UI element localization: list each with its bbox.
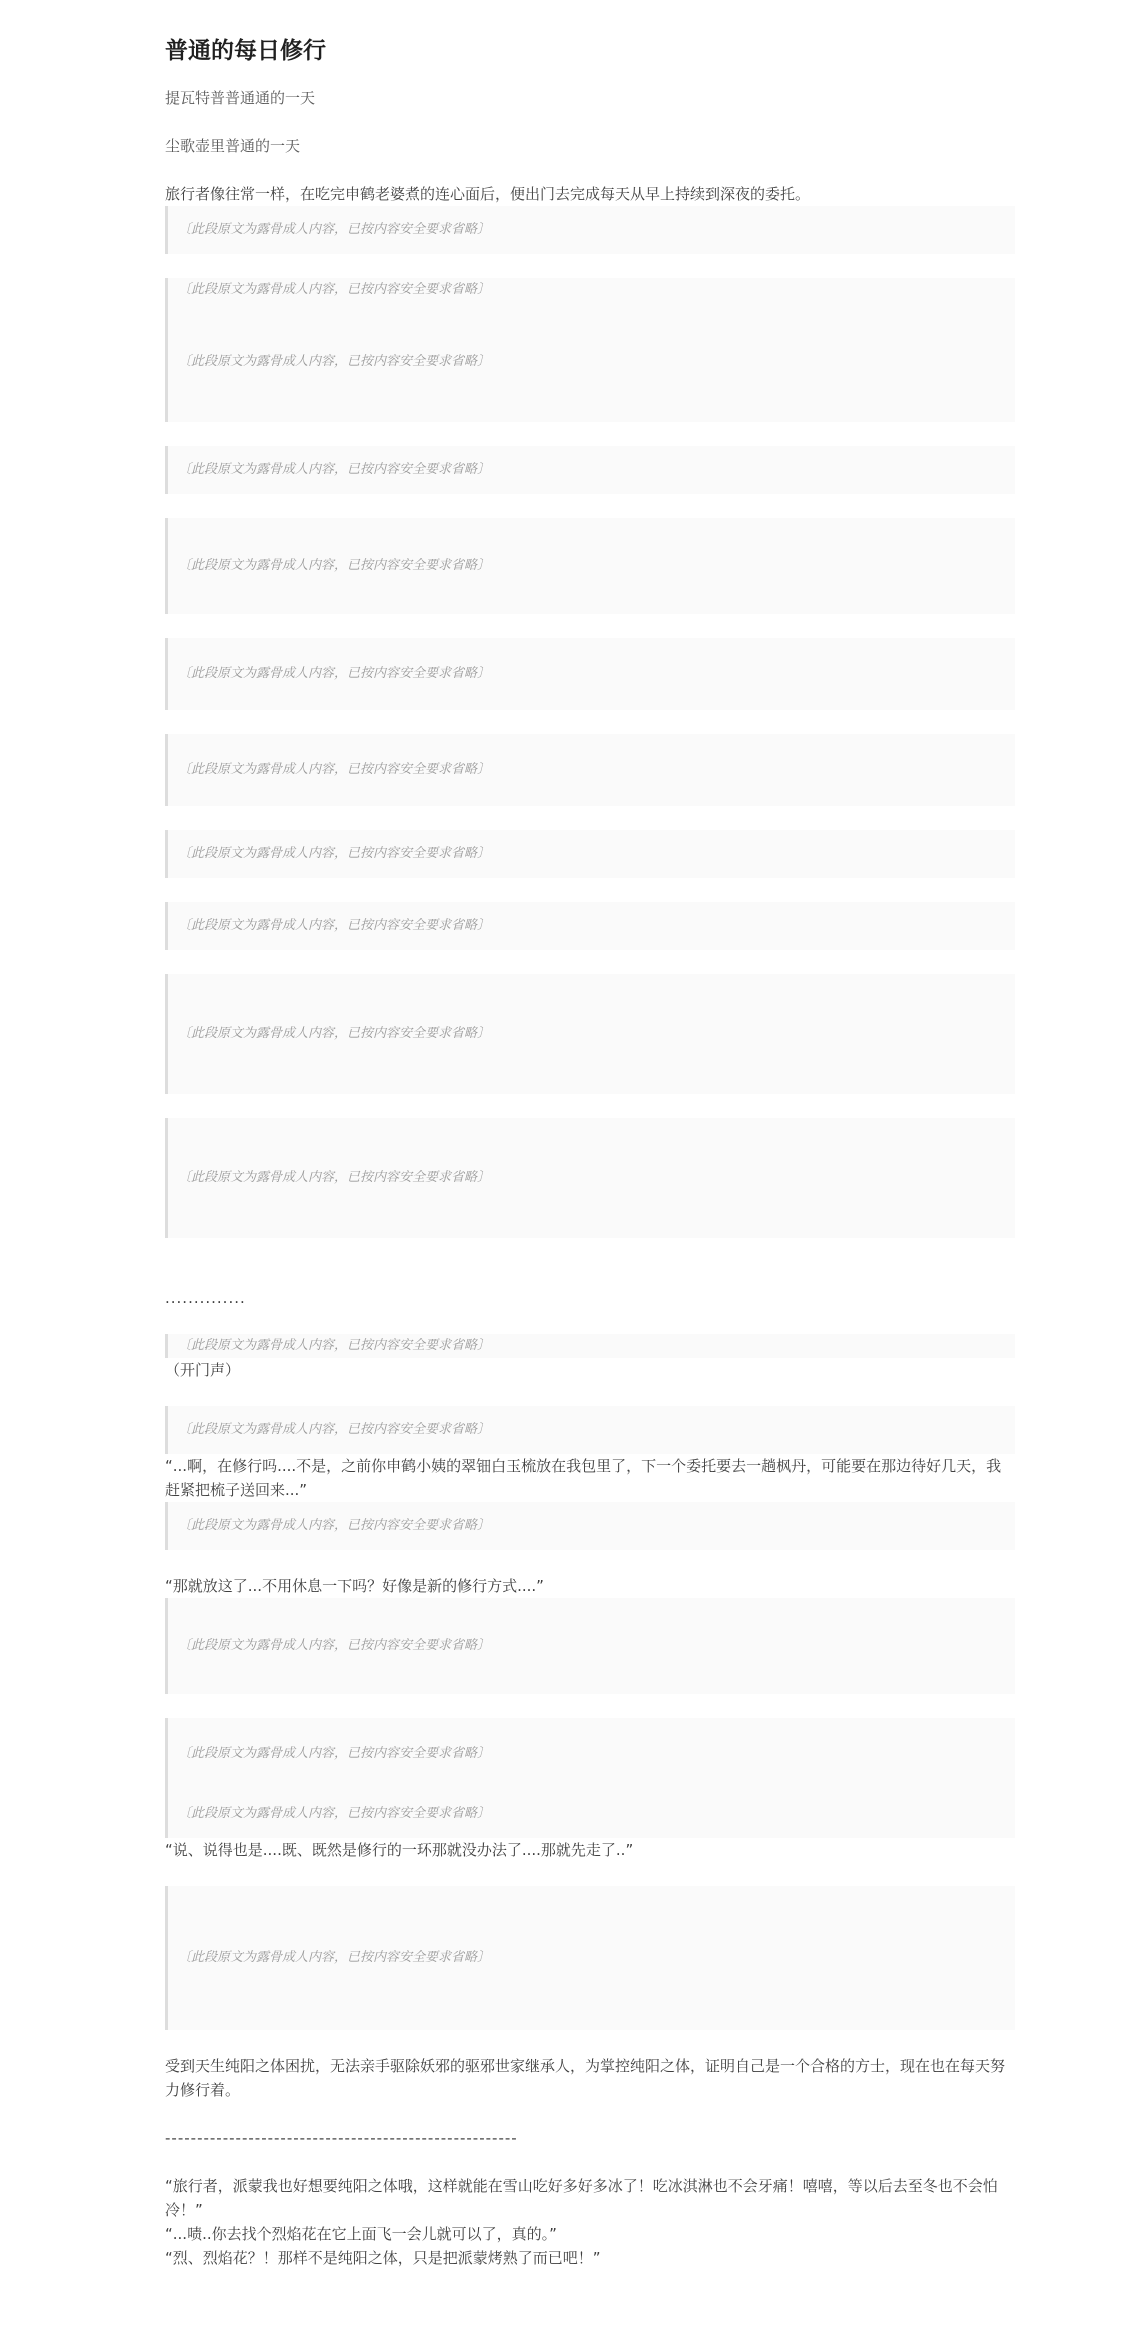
spacer [165,1382,1021,1406]
spacer [165,2030,1021,2054]
redacted-block: 〔此段原文为露骨成人内容，已按内容安全要求省略〕 [165,1118,1015,1238]
spacer [165,254,1021,278]
paragraph: 受到天生纯阳之体困扰，无法亲手驱除妖邪的驱邪世家继承人，为掌控纯阳之体，证明自己是一个合格的方士，现在也在每天努力修行着。 [165,2057,1006,2099]
spacer [165,1862,1021,1886]
spacer [165,158,1021,182]
paragraph: “旅行者，派蒙我也好想要纯阳之体哦，这样就能在雪山吃好多好多冰了！吃冰淇淋也不会牙痛！嘻嘻，等以后去至冬也不会怕冷！” [165,2177,998,2219]
redacted-block: 〔此段原文为露骨成人内容，已按内容安全要求省略〕 [165,974,1015,1094]
redacted-block: 〔此段原文为露骨成人内容，已按内容安全要求省略〕 [165,206,1015,254]
paragraph: “...啧..你去找个烈焰花在它上面飞一会儿就可以了，真的。” [165,2225,557,2243]
ellipsis-line: .............. [165,1289,246,1307]
redacted-block: 〔此段原文为露骨成人内容，已按内容安全要求省略〕 [165,1406,1015,1454]
redacted-block: 〔此段原文为露骨成人内容，已按内容安全要求省略〕 [165,1718,1015,1790]
paragraph: “...啊，在修行吗....不是，之前你申鹤小姨的翠钿白玉梳放在我包里了，下一个委托要去一趟枫丹，可能要在那边待好几天，我赶紧把梳子送回来...” [165,1457,1002,1499]
spacer [165,614,1021,638]
redacted-block: 〔此段原文为露骨成人内容，已按内容安全要求省略〕 [165,1502,1015,1550]
paragraph: “烈、烈焰花？！那样不是纯阳之体，只是把派蒙烤熟了而已吧！” [165,2249,601,2267]
spacer [165,806,1021,830]
spacer [165,110,1021,134]
redacted-block: 〔此段原文为露骨成人内容，已按内容安全要求省略〕 [165,302,1015,422]
redacted-block: 〔此段原文为露骨成人内容，已按内容安全要求省略〕 [165,830,1015,878]
spacer [165,1694,1021,1718]
spacer [165,2102,1021,2126]
spacer [165,494,1021,518]
spacer [165,950,1021,974]
spacer [165,2150,1021,2174]
redacted-block: 〔此段原文为露骨成人内容，已按内容安全要求省略〕 [165,734,1015,806]
redacted-block: 〔此段原文为露骨成人内容，已按内容安全要求省略〕 [165,1334,1015,1358]
redacted-block: 〔此段原文为露骨成人内容，已按内容安全要求省略〕 [165,446,1015,494]
spacer [165,710,1021,734]
paragraph: （开门声） [165,1361,241,1379]
paragraph: “那就放这了...不用休息一下吗？好像是新的修行方式....” [165,1577,544,1595]
spacer [165,422,1021,446]
redacted-block: 〔此段原文为露骨成人内容，已按内容安全要求省略〕 [165,518,1015,614]
spacer [165,1262,1021,1286]
spacer [165,1238,1021,1262]
spacer [165,878,1021,902]
spacer [165,1550,1021,1574]
redacted-block: 〔此段原文为露骨成人内容，已按内容安全要求省略〕 [165,1790,1015,1838]
page-title: 普通的每日修行 [165,38,326,64]
paragraph: 旅行者像往常一样，在吃完申鹤老婆煮的连心面后，便出门去完成每天从早上持续到深夜的委托。 [165,185,811,203]
redacted-block: 〔此段原文为露骨成人内容，已按内容安全要求省略〕 [165,638,1015,710]
redacted-block: 〔此段原文为露骨成人内容，已按内容安全要求省略〕 [165,1598,1015,1694]
spacer [165,1310,1021,1334]
spacer [165,1094,1021,1118]
redacted-block: 〔此段原文为露骨成人内容，已按内容安全要求省略〕 [165,278,1015,302]
story-body [165,182,1021,2270]
redacted-block: 〔此段原文为露骨成人内容，已按内容安全要求省略〕 [165,1886,1015,2030]
redacted-block: 〔此段原文为露骨成人内容，已按内容安全要求省略〕 [165,902,1015,950]
paragraph: “说、说得也是....既、既然是修行的一环那就没办法了....那就先走了..” [165,1841,634,1859]
section-divider: ------------------------------------------------------- [165,2129,518,2147]
subtitle-line-2: 尘歌壶里普通的一天 [165,137,301,155]
subtitle-line-1: 提瓦特普普通通的一天 [165,89,316,107]
